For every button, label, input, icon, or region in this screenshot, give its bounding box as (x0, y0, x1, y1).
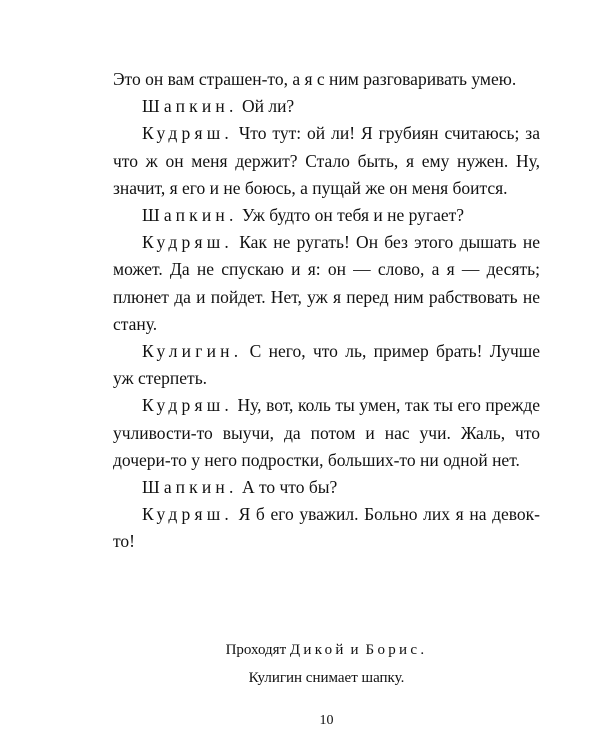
speaker-name: Кудряш. (142, 395, 233, 416)
play-text (113, 66, 540, 556)
line-text: С него, что ль, пример брать! Лучше уж стерпеть. (113, 341, 541, 389)
line-text: Ну, вот, коль ты умен, так ты его прежде учливости-то выучи, да потом и нас учи. Жаль, что дочери-то у него подростки, больших-то ни одной нет. (113, 395, 540, 470)
stage-direction-text: Кулигин снимает шапку. (248, 670, 405, 686)
stage-direction (113, 642, 540, 659)
line-text: Уж будто он тебя и не ругает? (241, 205, 465, 226)
speaker-name: Кудряш. (142, 232, 233, 253)
dialogue-line (113, 392, 540, 474)
dialogue-line (113, 120, 540, 202)
dialogue-line (113, 202, 540, 229)
stage-direction-text: Проходят (225, 642, 287, 658)
dialogue-line (113, 338, 540, 392)
character-name: Дикой (289, 642, 347, 658)
speaker-name: Кудряш. (142, 123, 233, 144)
line-text: Как не ругать! Он без этого дышать не может. Да не спускаю и я: он — слово, а я — десять; плюнет да и пойдет. Нет, уж я перед ним рабствовать не стану. (113, 232, 541, 334)
line-text: Это он вам страшен-то, а я с ним разговаривать умею. (113, 69, 517, 89)
paragraph (113, 66, 540, 93)
speaker-name: Кудряш. (142, 504, 233, 525)
line-text: Что тут: ой ли! Я грубиян считаюсь; за что ж он меня держит? Стало быть, я ему нужен. Ну, значит, я его и не боюсь, а пущай же он меня боится. (113, 123, 540, 198)
line-text: Ой ли? (241, 96, 295, 117)
speaker-name: Кулигин. (142, 341, 243, 362)
line-text: А то что бы? (241, 477, 338, 498)
line-text: Я б его уважил. Больно лих я на девок-то! (113, 504, 540, 552)
speaker-name: Шапкин. (142, 96, 238, 117)
stage-direction (113, 670, 540, 687)
page-number: 10 (319, 713, 334, 728)
character-name: Борис. (365, 642, 428, 658)
stage-direction-text: и (350, 642, 362, 658)
speaker-name: Шапкин. (142, 205, 238, 226)
dialogue-line (113, 501, 540, 555)
speaker-name: Шапкин. (142, 477, 238, 498)
dialogue-line (113, 474, 540, 501)
dialogue-line (113, 229, 540, 338)
dialogue-line (113, 93, 540, 120)
